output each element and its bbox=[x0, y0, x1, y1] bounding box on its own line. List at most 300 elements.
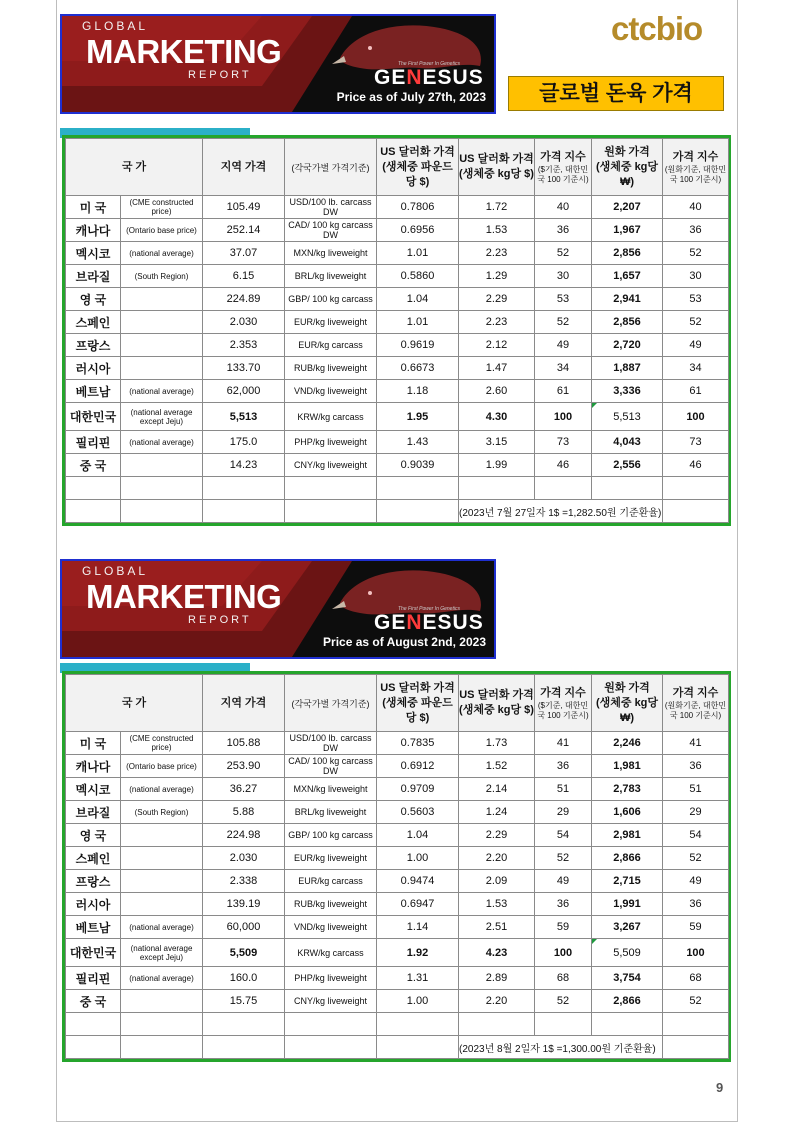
usd-kg-cell: 2.29 bbox=[459, 288, 535, 311]
usd-lb-cell: 1.31 bbox=[377, 967, 459, 990]
note-cell bbox=[121, 893, 203, 916]
local-price-cell: 175.0 bbox=[203, 431, 285, 454]
local-price-cell: 6.15 bbox=[203, 265, 285, 288]
krw-price-cell: 1,657 bbox=[592, 265, 663, 288]
local-price-cell: 160.0 bbox=[203, 967, 285, 990]
krw-price-cell: 2,246 bbox=[592, 732, 663, 755]
index-krw-cell: 36 bbox=[663, 893, 729, 916]
index-krw-cell: 52 bbox=[663, 990, 729, 1013]
table-header-row bbox=[66, 675, 729, 732]
krw-price-cell: 2,207 bbox=[592, 196, 663, 219]
local-price-cell: 2.338 bbox=[203, 870, 285, 893]
usd-lb-cell: 0.6956 bbox=[377, 219, 459, 242]
note-cell bbox=[121, 990, 203, 1013]
usd-lb-cell: 1.00 bbox=[377, 847, 459, 870]
index-krw-cell: 34 bbox=[663, 357, 729, 380]
header-usd-lb: US 달러화 가격 (생체중 파운드당 $) bbox=[377, 139, 459, 196]
country-cell: 스페인 bbox=[66, 847, 121, 870]
index-usd-cell: 34 bbox=[535, 357, 592, 380]
country-cell: 베트남 bbox=[66, 916, 121, 939]
usd-kg-cell: 4.23 bbox=[459, 939, 535, 967]
usd-lb-cell: 1.01 bbox=[377, 242, 459, 265]
note-cell bbox=[121, 311, 203, 334]
index-usd-cell: 52 bbox=[535, 990, 592, 1013]
table-row bbox=[66, 311, 729, 334]
index-krw-cell: 40 bbox=[663, 196, 729, 219]
usd-kg-cell: 1.47 bbox=[459, 357, 535, 380]
usd-lb-cell: 0.9039 bbox=[377, 454, 459, 477]
index-krw-cell: 30 bbox=[663, 265, 729, 288]
header-krw: 원화 가격 (생체중 kg당 ₩) bbox=[592, 675, 663, 732]
header-country: 국 가 bbox=[66, 675, 203, 732]
usd-kg-cell: 2.14 bbox=[459, 778, 535, 801]
country-cell: 중 국 bbox=[66, 454, 121, 477]
local-price-cell: 133.70 bbox=[203, 357, 285, 380]
index-krw-cell: 36 bbox=[663, 755, 729, 778]
note-cell: (national average except Jeju) bbox=[121, 939, 203, 967]
krw-price-cell: 1,967 bbox=[592, 219, 663, 242]
price-table-1 bbox=[65, 138, 729, 523]
empty-cell bbox=[663, 1013, 729, 1036]
country-cell: 영 국 bbox=[66, 824, 121, 847]
table-row bbox=[66, 242, 729, 265]
index-krw-cell: 41 bbox=[663, 732, 729, 755]
empty-row bbox=[66, 1013, 729, 1036]
index-krw-cell: 29 bbox=[663, 801, 729, 824]
index-usd-cell: 100 bbox=[535, 403, 592, 431]
krw-price-cell: 4,043 bbox=[592, 431, 663, 454]
krw-price-cell: 2,866 bbox=[592, 990, 663, 1013]
note-cell bbox=[121, 870, 203, 893]
country-cell: 캐나다 bbox=[66, 755, 121, 778]
index-usd-cell: 36 bbox=[535, 755, 592, 778]
empty-cell bbox=[66, 500, 121, 523]
table-header-row bbox=[66, 139, 729, 196]
country-cell: 필리핀 bbox=[66, 967, 121, 990]
usd-lb-cell: 1.14 bbox=[377, 916, 459, 939]
unit-cell: CNY/kg liveweight bbox=[285, 454, 377, 477]
table-row bbox=[66, 967, 729, 990]
local-price-cell: 15.75 bbox=[203, 990, 285, 1013]
usd-kg-cell: 2.20 bbox=[459, 847, 535, 870]
krw-price-cell: 1,991 bbox=[592, 893, 663, 916]
page-title: 글로벌 돈육 가격 bbox=[508, 76, 724, 111]
banner-report-text: REPORT bbox=[188, 69, 252, 81]
unit-cell: VND/kg liveweight bbox=[285, 380, 377, 403]
index-usd-cell: 36 bbox=[535, 893, 592, 916]
krw-price-cell: 2,720 bbox=[592, 334, 663, 357]
header-usd-lb: US 달러화 가격 (생체중 파운드당 $) bbox=[377, 675, 459, 732]
table-row bbox=[66, 380, 729, 403]
ctcbio-logo: ctcbio bbox=[611, 10, 703, 47]
country-cell: 중 국 bbox=[66, 990, 121, 1013]
usd-kg-cell: 1.73 bbox=[459, 732, 535, 755]
header-unit: (각국가별 가격기준) bbox=[285, 139, 377, 196]
unit-cell: CAD/ 100 kg carcass DW bbox=[285, 755, 377, 778]
local-price-cell: 253.90 bbox=[203, 755, 285, 778]
header-krw: 원화 가격 (생체중 kg당 ₩) bbox=[592, 139, 663, 196]
unit-cell: CNY/kg liveweight bbox=[285, 990, 377, 1013]
usd-kg-cell: 2.60 bbox=[459, 380, 535, 403]
table-row bbox=[66, 939, 729, 967]
genesus-logo: GENESUS bbox=[374, 611, 484, 634]
table-row bbox=[66, 847, 729, 870]
note-cell: (national average) bbox=[121, 967, 203, 990]
empty-cell bbox=[592, 477, 663, 500]
table-row bbox=[66, 403, 729, 431]
note-cell bbox=[121, 824, 203, 847]
header-usd-kg: US 달러화 가격 (생체중 kg당 $) bbox=[459, 139, 535, 196]
usd-kg-cell: 2.12 bbox=[459, 334, 535, 357]
unit-cell: MXN/kg liveweight bbox=[285, 242, 377, 265]
header-index-krw: 가격 지수 (원화기준, 대한민국 100 기준시) bbox=[663, 139, 729, 196]
note-cell: (national average except Jeju) bbox=[121, 403, 203, 431]
header-unit: (각국가별 가격기준) bbox=[285, 675, 377, 732]
usd-kg-cell: 2.29 bbox=[459, 824, 535, 847]
note-cell bbox=[121, 847, 203, 870]
krw-price-cell: 5,513 bbox=[592, 403, 663, 431]
index-krw-cell: 46 bbox=[663, 454, 729, 477]
local-price-cell: 14.23 bbox=[203, 454, 285, 477]
banner-global-text: GLOBAL bbox=[82, 19, 149, 33]
unit-cell: EUR/kg liveweight bbox=[285, 311, 377, 334]
banner-global-text: GLOBAL bbox=[82, 564, 149, 578]
empty-cell bbox=[121, 1036, 203, 1059]
footnote-row bbox=[66, 1036, 729, 1059]
krw-price-cell: 3,336 bbox=[592, 380, 663, 403]
usd-kg-cell: 1.52 bbox=[459, 755, 535, 778]
krw-price-cell: 2,856 bbox=[592, 311, 663, 334]
empty-cell bbox=[377, 500, 459, 523]
unit-cell: KRW/kg carcass bbox=[285, 939, 377, 967]
index-usd-cell: 52 bbox=[535, 242, 592, 265]
usd-lb-cell: 1.43 bbox=[377, 431, 459, 454]
exchange-rate-footnote: (2023년 7월 27일자 1$ =1,282.50원 기준환율) bbox=[459, 500, 663, 523]
note-cell bbox=[121, 334, 203, 357]
krw-price-cell: 2,941 bbox=[592, 288, 663, 311]
index-krw-cell: 36 bbox=[663, 219, 729, 242]
unit-cell: MXN/kg liveweight bbox=[285, 778, 377, 801]
local-price-cell: 36.27 bbox=[203, 778, 285, 801]
index-usd-cell: 41 bbox=[535, 732, 592, 755]
index-krw-cell: 53 bbox=[663, 288, 729, 311]
banner-tagline: The First Power In Genetics bbox=[398, 61, 460, 67]
header-local-price: 지역 가격 bbox=[203, 675, 285, 732]
krw-price-cell: 1,606 bbox=[592, 801, 663, 824]
empty-cell bbox=[377, 477, 459, 500]
header-index-usd: 가격 지수 ($기준, 대한민국 100 기준시) bbox=[535, 139, 592, 196]
unit-cell: RUB/kg liveweight bbox=[285, 893, 377, 916]
empty-cell bbox=[535, 1013, 592, 1036]
note-cell: (national average) bbox=[121, 242, 203, 265]
index-usd-cell: 46 bbox=[535, 454, 592, 477]
usd-lb-cell: 1.18 bbox=[377, 380, 459, 403]
usd-kg-cell: 2.20 bbox=[459, 990, 535, 1013]
index-usd-cell: 51 bbox=[535, 778, 592, 801]
table-row bbox=[66, 893, 729, 916]
krw-price-cell: 2,856 bbox=[592, 242, 663, 265]
usd-kg-cell: 1.53 bbox=[459, 219, 535, 242]
empty-cell bbox=[66, 1036, 121, 1059]
genesus-logo: GENESUS bbox=[374, 66, 484, 89]
krw-price-cell: 5,509 bbox=[592, 939, 663, 967]
usd-kg-cell: 2.23 bbox=[459, 242, 535, 265]
local-price-cell: 105.49 bbox=[203, 196, 285, 219]
empty-cell bbox=[377, 1013, 459, 1036]
usd-lb-cell: 1.04 bbox=[377, 288, 459, 311]
country-cell: 베트남 bbox=[66, 380, 121, 403]
price-table-2 bbox=[65, 674, 729, 1059]
index-usd-cell: 36 bbox=[535, 219, 592, 242]
unit-cell: USD/100 lb. carcass DW bbox=[285, 732, 377, 755]
local-price-cell: 224.89 bbox=[203, 288, 285, 311]
empty-cell bbox=[121, 500, 203, 523]
index-usd-cell: 61 bbox=[535, 380, 592, 403]
table-row bbox=[66, 778, 729, 801]
price-table-box-2 bbox=[62, 671, 731, 1062]
usd-lb-cell: 0.5860 bbox=[377, 265, 459, 288]
index-usd-cell: 49 bbox=[535, 334, 592, 357]
price-table-2-body bbox=[66, 675, 729, 1059]
usd-lb-cell: 0.7806 bbox=[377, 196, 459, 219]
index-usd-cell: 30 bbox=[535, 265, 592, 288]
empty-cell bbox=[203, 1036, 285, 1059]
unit-cell: GBP/ 100 kg carcass bbox=[285, 288, 377, 311]
usd-kg-cell: 2.51 bbox=[459, 916, 535, 939]
table-row bbox=[66, 219, 729, 242]
unit-cell: VND/kg liveweight bbox=[285, 916, 377, 939]
note-cell: (South Region) bbox=[121, 801, 203, 824]
local-price-cell: 2.030 bbox=[203, 847, 285, 870]
krw-price-cell: 2,783 bbox=[592, 778, 663, 801]
empty-cell bbox=[459, 1013, 535, 1036]
usd-lb-cell: 1.92 bbox=[377, 939, 459, 967]
krw-price-cell: 3,754 bbox=[592, 967, 663, 990]
header-index-usd: 가격 지수 ($기준, 대한민국 100 기준시) bbox=[535, 675, 592, 732]
usd-kg-cell: 1.53 bbox=[459, 893, 535, 916]
country-cell: 대한민국 bbox=[66, 939, 121, 967]
index-usd-cell: 49 bbox=[535, 870, 592, 893]
usd-lb-cell: 1.01 bbox=[377, 311, 459, 334]
index-usd-cell: 68 bbox=[535, 967, 592, 990]
local-price-cell: 2.030 bbox=[203, 311, 285, 334]
country-cell: 브라질 bbox=[66, 265, 121, 288]
empty-cell bbox=[285, 500, 377, 523]
table-row bbox=[66, 801, 729, 824]
unit-cell: KRW/kg carcass bbox=[285, 403, 377, 431]
table-row bbox=[66, 265, 729, 288]
country-cell: 미 국 bbox=[66, 196, 121, 219]
unit-cell: EUR/kg carcass bbox=[285, 334, 377, 357]
unit-cell: BRL/kg liveweight bbox=[285, 801, 377, 824]
local-price-cell: 5,513 bbox=[203, 403, 285, 431]
note-cell: (CME constructed price) bbox=[121, 196, 203, 219]
note-cell: (South Region) bbox=[121, 265, 203, 288]
krw-price-cell: 1,981 bbox=[592, 755, 663, 778]
header-index-krw: 가격 지수 (원화기준, 대한민국 100 기준시) bbox=[663, 675, 729, 732]
note-cell bbox=[121, 357, 203, 380]
usd-lb-cell: 0.7835 bbox=[377, 732, 459, 755]
usd-lb-cell: 0.9709 bbox=[377, 778, 459, 801]
usd-kg-cell: 2.23 bbox=[459, 311, 535, 334]
index-krw-cell: 52 bbox=[663, 847, 729, 870]
country-cell: 프랑스 bbox=[66, 870, 121, 893]
usd-lb-cell: 1.95 bbox=[377, 403, 459, 431]
index-usd-cell: 29 bbox=[535, 801, 592, 824]
local-price-cell: 37.07 bbox=[203, 242, 285, 265]
exchange-rate-footnote: (2023년 8월 2일자 1$ =1,300.00원 기준환율) bbox=[459, 1036, 663, 1059]
banner-report-text: REPORT bbox=[188, 614, 252, 626]
index-krw-cell: 54 bbox=[663, 824, 729, 847]
empty-cell bbox=[121, 1013, 203, 1036]
usd-kg-cell: 2.89 bbox=[459, 967, 535, 990]
header-country: 국 가 bbox=[66, 139, 203, 196]
note-cell bbox=[121, 288, 203, 311]
usd-kg-cell: 1.72 bbox=[459, 196, 535, 219]
local-price-cell: 252.14 bbox=[203, 219, 285, 242]
country-cell: 대한민국 bbox=[66, 403, 121, 431]
unit-cell: PHP/kg liveweight bbox=[285, 431, 377, 454]
usd-kg-cell: 1.29 bbox=[459, 265, 535, 288]
empty-cell bbox=[459, 477, 535, 500]
note-cell: (Ontario base price) bbox=[121, 755, 203, 778]
note-cell: (national average) bbox=[121, 431, 203, 454]
usd-lb-cell: 1.00 bbox=[377, 990, 459, 1013]
index-usd-cell: 53 bbox=[535, 288, 592, 311]
usd-kg-cell: 1.24 bbox=[459, 801, 535, 824]
note-cell bbox=[121, 454, 203, 477]
empty-cell bbox=[203, 477, 285, 500]
note-cell: (national average) bbox=[121, 380, 203, 403]
country-cell: 멕시코 bbox=[66, 778, 121, 801]
banner-header-2 bbox=[60, 559, 496, 659]
empty-cell bbox=[663, 477, 729, 500]
usd-lb-cell: 0.6673 bbox=[377, 357, 459, 380]
usd-kg-cell: 4.30 bbox=[459, 403, 535, 431]
country-cell: 미 국 bbox=[66, 732, 121, 755]
empty-cell bbox=[377, 1036, 459, 1059]
unit-cell: EUR/kg carcass bbox=[285, 870, 377, 893]
header-local-price: 지역 가격 bbox=[203, 139, 285, 196]
banner-date: Price as of August 2nd, 2023 bbox=[323, 635, 486, 649]
index-krw-cell: 52 bbox=[663, 242, 729, 265]
unit-cell: USD/100 lb. carcass DW bbox=[285, 196, 377, 219]
banner-date: Price as of July 27th, 2023 bbox=[336, 90, 486, 104]
index-usd-cell: 52 bbox=[535, 311, 592, 334]
table-row bbox=[66, 334, 729, 357]
table-row bbox=[66, 870, 729, 893]
index-usd-cell: 59 bbox=[535, 916, 592, 939]
local-price-cell: 60,000 bbox=[203, 916, 285, 939]
krw-price-cell: 2,556 bbox=[592, 454, 663, 477]
price-table-1-body bbox=[66, 139, 729, 523]
index-usd-cell: 52 bbox=[535, 847, 592, 870]
footnote-row bbox=[66, 500, 729, 523]
krw-price-cell: 2,866 bbox=[592, 847, 663, 870]
index-krw-cell: 100 bbox=[663, 939, 729, 967]
usd-lb-cell: 0.9474 bbox=[377, 870, 459, 893]
usd-lb-cell: 0.6912 bbox=[377, 755, 459, 778]
local-price-cell: 139.19 bbox=[203, 893, 285, 916]
krw-price-cell: 2,715 bbox=[592, 870, 663, 893]
empty-cell bbox=[66, 477, 121, 500]
empty-cell bbox=[285, 1013, 377, 1036]
usd-lb-cell: 0.6947 bbox=[377, 893, 459, 916]
usd-lb-cell: 1.04 bbox=[377, 824, 459, 847]
empty-cell bbox=[285, 1036, 377, 1059]
note-cell: (national average) bbox=[121, 916, 203, 939]
page-number: 9 bbox=[716, 1080, 724, 1095]
index-usd-cell: 100 bbox=[535, 939, 592, 967]
country-cell: 프랑스 bbox=[66, 334, 121, 357]
index-krw-cell: 73 bbox=[663, 431, 729, 454]
index-usd-cell: 40 bbox=[535, 196, 592, 219]
note-cell: (CME constructed price) bbox=[121, 732, 203, 755]
usd-kg-cell: 1.99 bbox=[459, 454, 535, 477]
index-krw-cell: 100 bbox=[663, 403, 729, 431]
unit-cell: RUB/kg liveweight bbox=[285, 357, 377, 380]
empty-cell bbox=[203, 500, 285, 523]
unit-cell: BRL/kg liveweight bbox=[285, 265, 377, 288]
krw-price-cell: 1,887 bbox=[592, 357, 663, 380]
table-row bbox=[66, 990, 729, 1013]
unit-cell: CAD/ 100 kg carcass DW bbox=[285, 219, 377, 242]
table-row bbox=[66, 357, 729, 380]
index-krw-cell: 49 bbox=[663, 334, 729, 357]
local-price-cell: 2.353 bbox=[203, 334, 285, 357]
empty-cell bbox=[663, 500, 729, 523]
index-krw-cell: 61 bbox=[663, 380, 729, 403]
local-price-cell: 224.98 bbox=[203, 824, 285, 847]
banner-marketing-text: MARKETING bbox=[86, 33, 282, 70]
local-price-cell: 105.88 bbox=[203, 732, 285, 755]
table-row bbox=[66, 824, 729, 847]
country-cell: 멕시코 bbox=[66, 242, 121, 265]
country-cell: 브라질 bbox=[66, 801, 121, 824]
unit-cell: PHP/kg liveweight bbox=[285, 967, 377, 990]
table-row bbox=[66, 916, 729, 939]
local-price-cell: 62,000 bbox=[203, 380, 285, 403]
index-krw-cell: 51 bbox=[663, 778, 729, 801]
unit-cell: EUR/kg liveweight bbox=[285, 847, 377, 870]
empty-cell bbox=[592, 1013, 663, 1036]
index-krw-cell: 59 bbox=[663, 916, 729, 939]
country-cell: 러시아 bbox=[66, 893, 121, 916]
usd-kg-cell: 3.15 bbox=[459, 431, 535, 454]
banner-header-1 bbox=[60, 14, 496, 114]
empty-cell bbox=[663, 1036, 729, 1059]
empty-cell bbox=[203, 1013, 285, 1036]
note-cell: (Ontario base price) bbox=[121, 219, 203, 242]
usd-lb-cell: 0.5603 bbox=[377, 801, 459, 824]
header-usd-kg: US 달러화 가격 (생체중 kg당 $) bbox=[459, 675, 535, 732]
country-cell: 영 국 bbox=[66, 288, 121, 311]
price-table-box-1 bbox=[62, 135, 731, 526]
empty-row bbox=[66, 477, 729, 500]
index-krw-cell: 68 bbox=[663, 967, 729, 990]
empty-cell bbox=[285, 477, 377, 500]
table-row bbox=[66, 755, 729, 778]
table-row bbox=[66, 288, 729, 311]
empty-cell bbox=[121, 477, 203, 500]
banner-tagline: The First Power In Genetics bbox=[398, 606, 460, 612]
index-krw-cell: 49 bbox=[663, 870, 729, 893]
index-krw-cell: 52 bbox=[663, 311, 729, 334]
table-row bbox=[66, 732, 729, 755]
country-cell: 필리핀 bbox=[66, 431, 121, 454]
note-cell: (national average) bbox=[121, 778, 203, 801]
krw-price-cell: 3,267 bbox=[592, 916, 663, 939]
